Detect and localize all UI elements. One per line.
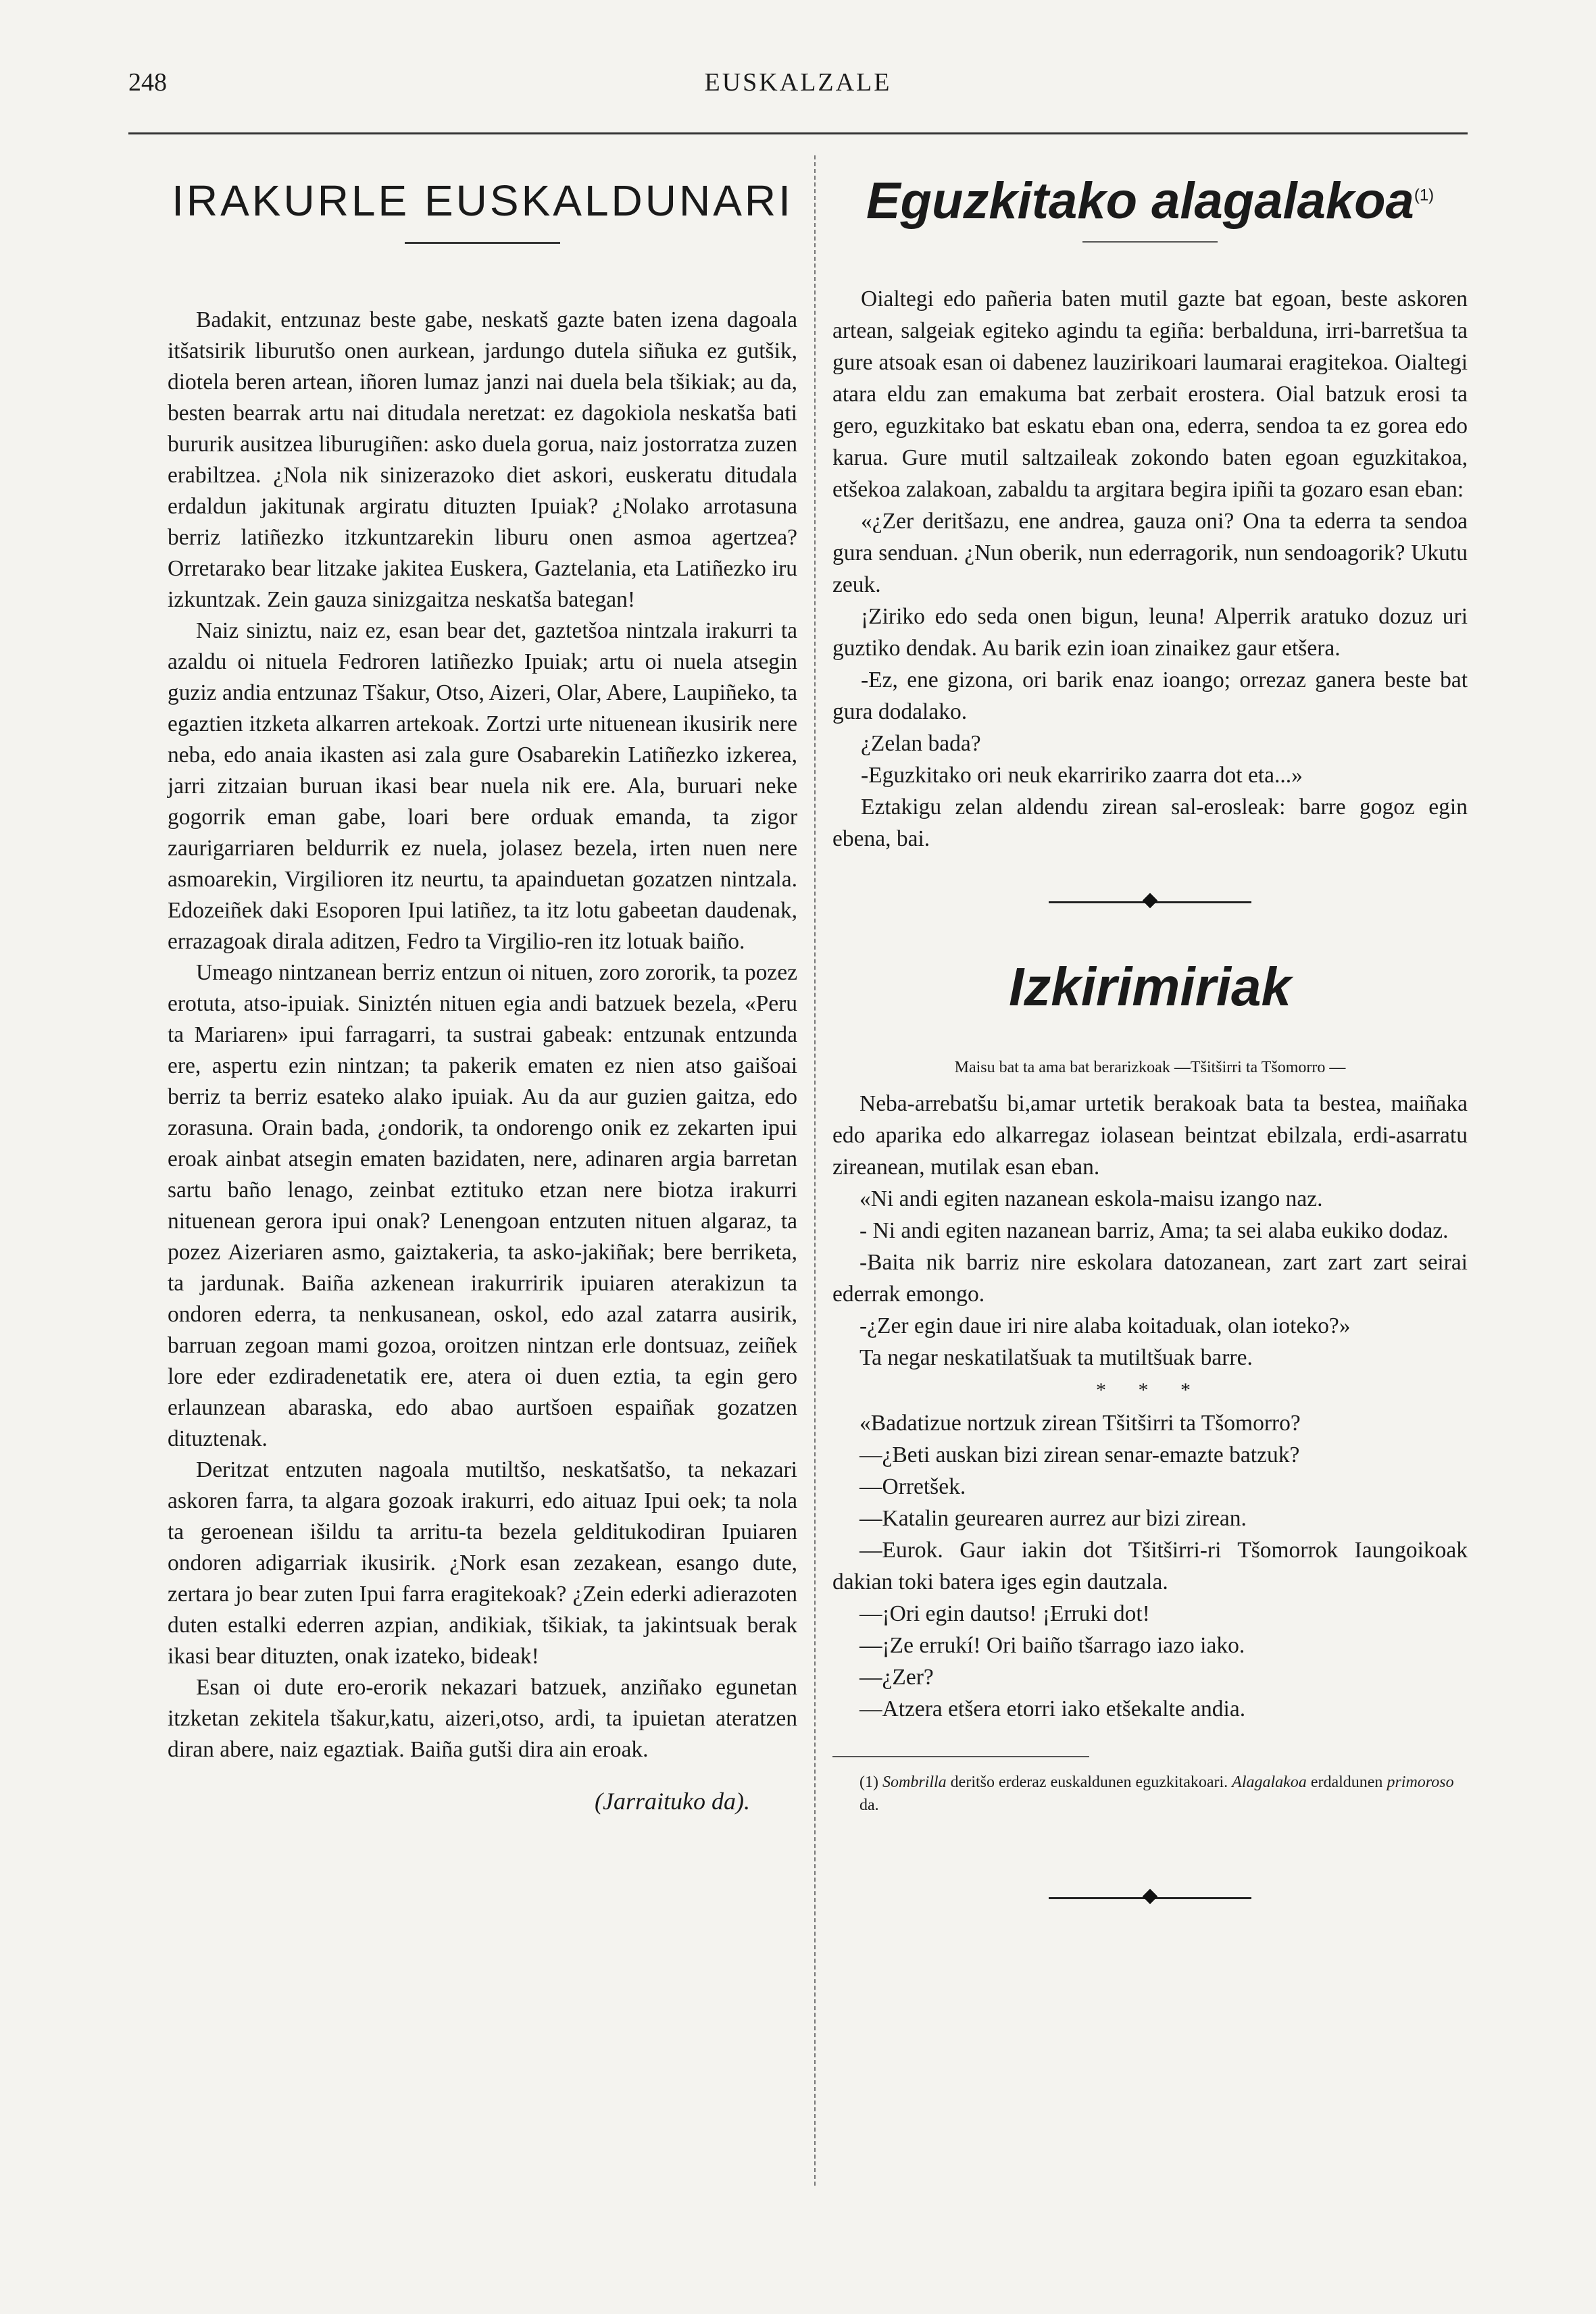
paragraph: Oialtegi edo pañeria baten mutil gazte bat egoan, beste askoren artean, salgeiak egiteko agindu ta egiña: berbalduna, irri-barretšua ta gure atsoak esan oi dabenez lauzirikoari laumarai eragitekoa. Oialtegi atara eldu zan emakuma bat zerbait erostera. Oial batzuk erosi ta gero, eguzkitako bat eskatu eban ona, ederra, sendoa ta ez gorea edo karua. Gure mutil saltzaileak zokondo baten egoan eguzkitakoa, etšekoa zalakoan, zabaldu ta argitara begira ipiñi ta gozaro esan eban: [832,286,1468,502]
divider-ornament [1143,1889,1158,1905]
paragraph: Deritzat entzuten nagoala mutiltšo, neskatšatšo, ta nekazari askoren farra, ta algara gozoak irakurri, edo aituaz Ipui oek; ta nola ta geroenean išildu ta arritu-ta bezela gelditukodiran Ipuiaren ondoren adigarriak ikusirik. ¿Nork esan zezakean, esango dute, zertara jo bear zuten Ipui farra eragitekoak? ¿Zein ederki adierazoten duten estalki ederren azpian, andikiak, tšikiak, ta jakintsuak berak ikasi bear dituzten, onak izateko, bideak! [168,1457,797,1669]
paragraph: ¡Ziriko edo seda onen bigun, leuna! Alperrik aratuko dozuz uri guztiko dendak. Au barik ezin ioan zinaikez gaur etšera. [832,604,1468,661]
divider-ornament [1143,893,1158,909]
footnote-text: erdaldunen [1306,1774,1387,1791]
paragraph: —¿Beti auskan bizi zirean senar-emazte batzuk? [859,1442,1300,1467]
paragraph: Umeago nintzanean berriz entzun oi nituen, zoro zororik, ta pozez erotuta, atso-ipuiak. Siniztén nituen egia andi batzuek bezela, «Peru ta Mariaren» ipui farragarri, ta sustrai gabeak: entzunak entzunda ere, aspertu ezin nintzan; ta pakerik ematen ez nien atso gaišoai berriz ta berriz esateko alako ipuiak. Au da aur guzien gaitza, edo zorasuna. Orain bada, ¿ondorik, ta ondorengo onik ez zekarten ipui eroak ainbat atsegin ematen bazidaten, nere, adinaren argia barretan sartu baño lenago, zeinbat eztituko etzan nere biotza irakurri nituenean gerora ipui onak? Lenengoan entzuten nituen algaraz, ta pozez Aizeriaren asmo, gaiztakeria, ta asko-jakiñak; bere berriketa, ta jardunak. Baiña azkenean irakurririk ipuiaren aterakizun ta ondoren ederra, ta nenkusanean, oskol, edo azal zatarra ausirik, barruan zegoan mami gozoa, oroitzen nintzan erle dontsuaz, zeiñek lore eder ezdiradenetatik ere, atera oi duen eztia, ta egin gero erlaunzean abaraska, edo abao aurtšoen espaiñak gozatzen dituztenak. [168,960,797,1451]
footnote-text: da. [859,1796,879,1814]
paragraph: «Ni andi egiten nazanean eskola-maisu izango naz. [859,1186,1323,1211]
footnote [832,1771,1468,1817]
paragraph: -Eguzkitako ori neuk ekarririko zaarra dot eta...» [861,763,1303,788]
footnote-term: Alagalakoa [1232,1774,1307,1791]
page-number: 248 [128,68,167,97]
paragraph: «Badatizue nortzuk zirean Tšitširri ta Tšomorro? [859,1411,1301,1436]
footnote-text: deritšo erderaz euskaldunen eguzkitakoari. [946,1774,1232,1791]
paragraph: «¿Zer deritšazu, ene andrea, gauza oni? Ona ta ederra ta sendoa gura senduan. ¿Nun oberik, nun ederragorik, nun sendoagorik? Ukutu zeuk. [832,509,1468,597]
paragraph: Neba-arrebatšu bi,amar urtetik berakoak bata ta bestea, maiñaka edo aparika edo alkarregaz iolasean beintzat ebilzala, erdi-asarratu zireanean, mutilak esan eban. [832,1091,1468,1180]
footnote-marker: (1) [1414,186,1435,205]
section-subtitle: Maisu bat ta ama bat berarizkoak —Tšitširri ta Tšomorro — [954,1059,1346,1076]
end-divider [1049,1884,1251,1911]
left-column [168,162,797,2213]
paragraph: —Orretšek. [859,1474,966,1499]
paragraph: Badakit, entzunaz beste gabe, neskatš gazte baten izena dagoala itšatsirik liburutšo onen aurkean, jardungo dutela siñuka ez gutšik, diotela beren artean, iñoren lumaz janzi nai duela bela tšikiak; au da, besten bearrak artu nai ditudala neretzat: ez dagokiola neskatša bati bururik ausitzea liburugiñen: asko duela gorua, naiz jostorratza zuzen erabiltzea. ¿Nola nik sinizerazoko diet askori, euskeratu ditudala erdaldun jakitunak argiratu dituzten Ipuiak? ¿Nolako arrotasuna berriz latiñezko itzkuntzarekin liburu onen asmoa agertzea? Orretarako bear litzake jakitea Euskera, Gaztelania, eta Latiñezko iru izkuntzak. Zein gauza sinizgaitza neskatša bategan! [168,307,797,612]
story-title [832,172,1468,230]
paragraph: -Baita nik barriz nire eskolara datozanean, zart zart zart seirai ederrak emongo. [832,1250,1468,1307]
paragraph: —Atzera etšera etorri iako etšekalte andia. [859,1696,1246,1721]
article-body [168,305,797,1765]
paragraph: Ta negar neskatilatšuak ta mutiltšuak barre. [859,1345,1253,1370]
paragraph: —¡Ori egin dautso! ¡Erruki dot! [859,1601,1150,1626]
dialog-two [832,1407,1468,1725]
paragraph: -¿Zer egin daue iri nire alaba koitaduak, olan ioteko?» [859,1313,1351,1338]
running-header [128,68,1468,108]
paragraph: —Katalin geurearen aurrez aur bizi zirean. [859,1506,1247,1531]
paragraph: ¿Zelan bada? [861,731,981,756]
paragraph: - Ni andi egiten nazanean barriz, Ama; ta sei alaba eukiko dodaz. [859,1218,1449,1243]
footnote-number: (1) [859,1774,878,1791]
dialog-one [832,1088,1468,1374]
paragraph: Esan oi dute ero-erorik nekazari batzuek, anziñako egunetan itzketan zekitela tšakur,katu, aizeri,otso, ardi, ta ipuietan ateratzen diran abere, naiz egaztiak. Baiña gutši dira ain eroak. [168,1675,797,1762]
paragraph: —¿Zer? [859,1665,934,1690]
running-title: EUSKALZALE [704,68,892,97]
footnote-term: Sombrilla [882,1774,947,1791]
paragraph: Eztakigu zelan aldendu zirean sal-erosleak: barre gogoz egin ebena, bai. [832,795,1468,851]
section-divider [1049,888,1251,915]
right-column [832,162,1468,2213]
section-title: Izkirimiriak [1008,957,1291,1017]
paragraph: —Eurok. Gaur iakin dot Tšitširri-ri Tšomorrok Iaungoikoak dakian toki batera iges egin dautzala. [832,1538,1468,1594]
paragraph: Naiz siniztu, naiz ez, esan bear det, gaztetšoa nintzala irakurri ta azaldu oi nituela Fedroren latiñezko Ipuiak; artu oi nuela atsegin guziz andia entzunaz Tšakur, Otso, Aizeri, Olar, Abere, Laupiñeko, ta egaztien itzketa alkarren artekoak. Zortzi urte nituenean ikusirik nere neba, edo anaia ikasten asi zala gure Osabarekin Latiñezko izkerea, jarri zitzaian buruan ikasi bear nuela nik ere. Ala, buruari neke gogorrik eman gabe, loari bere orduak emanda, ta zigor zaurigarriaren beldurrik ez nuela, jolasez bezela, irten nuen nere asmoarekin, Virgilioren itz neurtu, ta apainduetan gozatzen nintzala. Edozeiñek daki Esoporen Ipui latiñez, ta itz lotu gabeetan daudenak, errazagoak dirala aditzen, Fedro ta Virgilio-ren itz lotuak baiño. [168,618,797,954]
title-underline [405,242,560,244]
story-title-text: Eguzkitako alagalakoa [866,172,1414,230]
footnote-rule [832,1756,1089,1757]
article-title: IRAKURLE EUSKALDUNARI [172,176,793,225]
continued-note: (Jarraituko da). [595,1788,750,1815]
header-rule [128,132,1468,134]
footnote-term: primoroso [1387,1774,1454,1791]
story-body [832,283,1468,855]
paragraph: —¡Ze errukí! Ori baiño tšarrago iazo iako. [859,1633,1245,1658]
paragraph: -Ez, ene gizona, ori barik enaz ioango; orrezaz ganera beste bat gura dodalako. [832,668,1468,724]
title-rule [1082,241,1218,243]
asterism: * * * [1096,1379,1204,1401]
column-divider [814,155,816,2186]
